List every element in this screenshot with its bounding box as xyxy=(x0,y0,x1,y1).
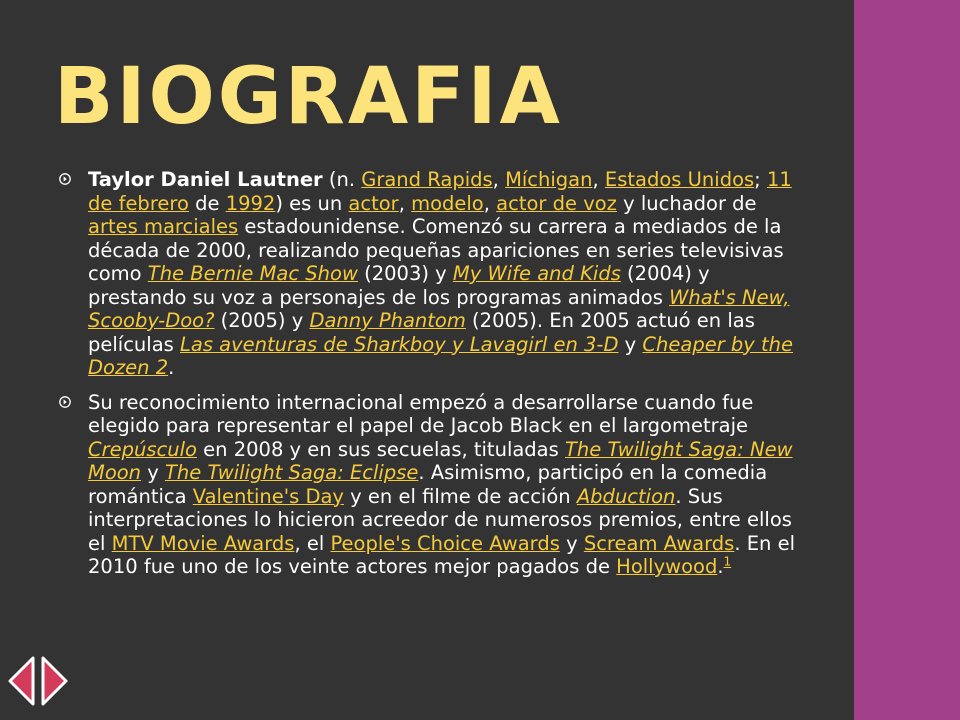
link-abduction[interactable]: Abduction xyxy=(576,484,676,508)
next-slide-button[interactable] xyxy=(40,654,70,708)
triangle-left-icon xyxy=(6,654,36,708)
slide-title: BIOGRAFIA xyxy=(54,52,563,142)
text: , xyxy=(398,191,412,215)
triangle-right-icon xyxy=(40,654,70,708)
text: (2005). En 2005 actuó en las películas xyxy=(88,309,755,356)
link-eclipse[interactable]: The Twilight Saga: Eclipse xyxy=(164,461,419,484)
text: y xyxy=(559,531,584,555)
link-valentines-day[interactable]: Valentine's Day xyxy=(192,484,344,508)
text: y xyxy=(618,332,643,356)
text: . En el 2010 fue uno de los veinte actores mejor pagados de xyxy=(88,531,796,578)
text: (2005) y xyxy=(214,309,310,332)
text: . Asimismo, participó en la comedia romántica xyxy=(88,461,768,508)
previous-slide-button[interactable] xyxy=(6,654,36,708)
link-scream-awards[interactable]: Scream Awards xyxy=(583,531,735,555)
link-new-moon[interactable]: The Twilight Saga: New Moon xyxy=(88,437,793,484)
text: ; xyxy=(754,168,767,191)
link-peoples-choice-awards[interactable]: People's Choice Awards xyxy=(330,531,560,555)
text: (2003) y xyxy=(357,262,453,285)
link-artes-marciales[interactable]: artes marciales xyxy=(88,215,239,238)
text: , xyxy=(483,191,497,215)
text: . xyxy=(717,555,724,578)
text: . Sus interpretaciones lo hicieron acreedor de numerosos premios, entre ellos el xyxy=(88,484,792,555)
person-name: Taylor Daniel Lautner xyxy=(88,168,323,191)
text: , xyxy=(592,168,605,191)
bullet-list xyxy=(58,168,802,590)
link-grand-rapids[interactable]: Grand Rapids xyxy=(361,168,493,191)
text: ) es un xyxy=(275,191,349,215)
link-estados-unidos[interactable]: Estados Unidos xyxy=(604,168,755,191)
link-cheaper-by-the-dozen-2[interactable]: Cheaper by the Dozen 2 xyxy=(88,332,794,379)
link-actor-de-voz[interactable]: actor de voz xyxy=(496,191,617,215)
text: , el xyxy=(294,531,331,555)
decorative-sidebar xyxy=(854,0,960,720)
text: Su reconocimiento internacional empezó a desarrollarse cuando fue elegido para representar el papel de Jacob Black en el largometraje xyxy=(88,390,754,437)
text: y en el filme de acción xyxy=(343,484,577,508)
text: (n. xyxy=(322,168,362,191)
link-hollywood[interactable]: Hollywood xyxy=(616,555,718,578)
link-mtv-movie-awards[interactable]: MTV Movie Awards xyxy=(111,531,295,555)
text: en 2008 y en sus secuelas, tituladas xyxy=(196,437,565,461)
link-sharkboy-y-lavagirl[interactable]: Las aventuras de Sharkboy y Lavagirl en 3-D xyxy=(180,332,619,356)
circle-arrow-bullet-icon xyxy=(59,173,71,185)
link-modelo[interactable]: modelo xyxy=(411,191,484,215)
text: (2004) y prestando su voz a personajes de los programas animados xyxy=(88,262,710,309)
text: de xyxy=(188,191,226,215)
link-1992[interactable]: 1992 xyxy=(225,191,276,215)
bullet-international-recognition xyxy=(58,391,802,579)
link-reference-1[interactable]: 1 xyxy=(723,554,732,569)
link-11-de-febrero[interactable]: 11 de febrero xyxy=(88,168,792,215)
text: estadounidense. Comenzó su carrera a mediados de la década de 2000, realizando pequeñas apariciones en series televisivas como xyxy=(88,215,784,285)
text: y luchador de xyxy=(616,191,757,215)
link-whats-new-scooby-doo[interactable]: What's New, Scooby-Doo? xyxy=(88,285,790,332)
link-crepusculo[interactable]: Crepúsculo xyxy=(88,437,197,461)
link-the-bernie-mac-show[interactable]: The Bernie Mac Show xyxy=(147,262,358,285)
link-actor[interactable]: actor xyxy=(348,191,399,215)
link-my-wife-and-kids[interactable]: My Wife and Kids xyxy=(452,262,621,285)
link-michigan[interactable]: Míchigan xyxy=(505,168,593,191)
text: y xyxy=(141,461,165,484)
text: , xyxy=(492,168,506,191)
bullet-biography-early xyxy=(58,168,802,380)
link-danny-phantom[interactable]: Danny Phantom xyxy=(309,309,466,332)
circle-arrow-bullet-icon xyxy=(59,396,71,408)
text: . xyxy=(168,356,175,379)
